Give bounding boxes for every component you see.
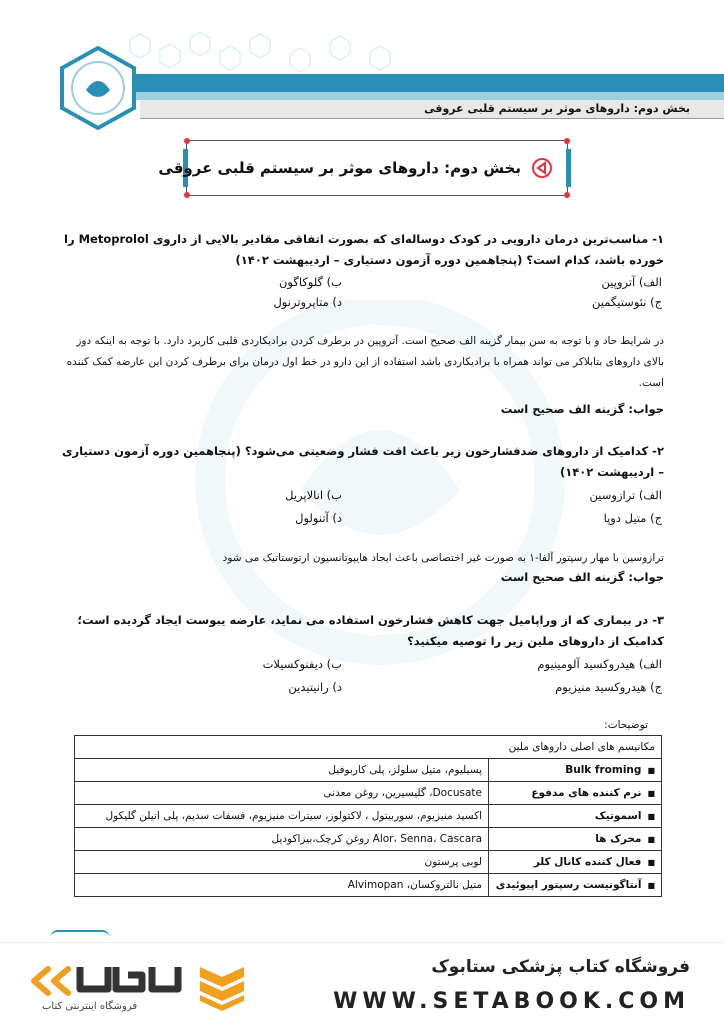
q2-answer: جواب: گزینه الف صحیح است xyxy=(500,570,664,584)
section-strip-title: بخش دوم: داروهای موثر بر سیستم قلبی عروقی xyxy=(424,102,690,115)
setabook-tagline: فروشگاه اینترنتی کتاب xyxy=(42,1001,138,1012)
play-circle-icon xyxy=(531,157,553,179)
row-value: لوبی پرستون xyxy=(75,851,489,874)
q3-option-c: ج) هیدروکسید منیزیوم xyxy=(555,680,662,694)
bullet-icon: ■ xyxy=(647,766,655,775)
laxative-mechanisms-table xyxy=(74,735,662,897)
q2-option-b: ب) انالاپریل xyxy=(285,488,342,502)
q1-option-b: ب) گلوکاگون xyxy=(278,275,342,289)
row-label: آنتاگونیست رسپتور اپیوئیدی xyxy=(495,879,642,891)
q1-explanation: در شرایط حاد و با توجه به سن بیمار گزینه الف صحیح است. آتروپین در برطرف کردن برادیکاردی قلبی کاربرد دارد. با توجه به اینکه دوز بالای داروهای بتابلاکر می تواند همراه با برادیکاردی باشد استفاده از این دارو در خط اول درمان برای برطرف کردن این عارضه کمک کننده است. xyxy=(66,335,664,389)
q1-option-d: د) متاپروترنول xyxy=(273,295,342,309)
bullet-icon: ■ xyxy=(647,835,655,844)
table-header-row xyxy=(75,736,662,759)
table-row xyxy=(75,851,662,874)
header-bar xyxy=(110,74,724,92)
row-value: اکسید منیزیوم، سوربیتول ، لاکتولوز، سیترات منیزیوم، فسفات سدیم، پلی اتیلن گلیکول xyxy=(75,805,489,828)
bullet-icon: ■ xyxy=(647,881,655,890)
table-row xyxy=(75,874,662,897)
table-row xyxy=(75,805,662,828)
chapter-title-box xyxy=(158,140,568,196)
table-row xyxy=(75,759,662,782)
row-label: نرم کننده های مدفوع xyxy=(531,787,642,799)
chapter-title: بخش دوم: داروهای موثر بر سیستم قلبی عروقی xyxy=(158,159,521,177)
row-value: پسیلیوم، متیل سلولز، پلی کاربوفیل xyxy=(75,759,489,782)
q1-option-a: الف) آتروپین xyxy=(601,275,662,289)
row-label: فعال کننده کانال کلر xyxy=(533,856,642,868)
bullet-icon: ■ xyxy=(647,858,655,867)
corner-dot xyxy=(564,192,570,198)
row-label: محرک ها xyxy=(595,833,642,845)
table-row xyxy=(75,782,662,805)
row-value: متیل نالتروکسان، Alvimopan xyxy=(75,874,489,897)
q2-option-d: د) آتنولول xyxy=(295,511,342,525)
corner-dot xyxy=(564,138,570,144)
row-label: اسموتیک xyxy=(594,810,642,822)
q3-option-a: الف) هیدروکسید آلومینیوم xyxy=(537,657,662,671)
question-3: ۳- در بیماری که از وراپامیل جهت کاهش فشارخون استفاده می نماید، عارضه یبوست ایجاد گردیده است؛ کدامیک از داروهای ملین زیر را توصیه میکنید؟ xyxy=(77,613,664,648)
question-1: ۱- مناسب‌ترین درمان دارویی در کودک دوساله‌ای که بصورت اتفاقی مقادیر بالایی از داروی Metoprolol را خورده باشد، کدام است؟ (پنجاهمین دوره آزمون دستیاری – اردیبهشت ۱۴۰۲) xyxy=(64,232,664,267)
footer-banner xyxy=(0,942,724,1025)
section-strip xyxy=(140,100,724,119)
q2-option-a: الف) ترازوسین xyxy=(589,488,662,502)
header-bar-accent xyxy=(110,92,724,100)
table-title: مکانیسم های اصلی داروهای ملین xyxy=(75,736,662,759)
q2-explanation: ترازوسین با مهار رسپتور آلفا-۱ به صورت غیر اختصاصی باعث ایجاد هایپوتانسیون ارتوستاتیک می شود xyxy=(222,552,664,564)
q3-option-d: د) رانیتیدین xyxy=(288,680,342,694)
row-label: Bulk froming xyxy=(565,764,642,776)
bullet-icon: ■ xyxy=(647,789,655,798)
hexagon-pattern xyxy=(120,30,410,80)
bullet-icon: ■ xyxy=(647,812,655,821)
table-row xyxy=(75,828,662,851)
notes-label: توضیحات: xyxy=(604,719,648,731)
q2-option-c: ج) متیل دوپا xyxy=(603,511,662,525)
q1-option-c: ج) نئوستیگمین xyxy=(592,295,662,309)
q3-option-b: ب) دیفنوکسیلات xyxy=(262,657,342,671)
question-2: ۲- کدامیک از داروهای ضدفشارخون زیر باعث افت فشار وضعیتی می‌شود؟ (پنجاهمین دوره آزمون دستیاری – اردیبهشت ۱۴۰۲) xyxy=(61,444,664,479)
row-value: Docusate، گلیسیرین، روغن معدنی xyxy=(75,782,489,805)
q1-answer: جواب: گزینه الف صحیح است xyxy=(500,402,664,416)
row-value: Alor، Senna، Cascara روغن کرچک،بیزاکودیل xyxy=(75,828,489,851)
title-box-bar-right xyxy=(566,149,571,187)
store-name: فروشگاه کتاب پزشکی ستابوک xyxy=(431,957,690,977)
store-url[interactable]: WWW.SETABOOK.COM xyxy=(333,989,690,1014)
publisher-logo xyxy=(56,46,140,130)
book-stack-icon xyxy=(196,959,248,1011)
